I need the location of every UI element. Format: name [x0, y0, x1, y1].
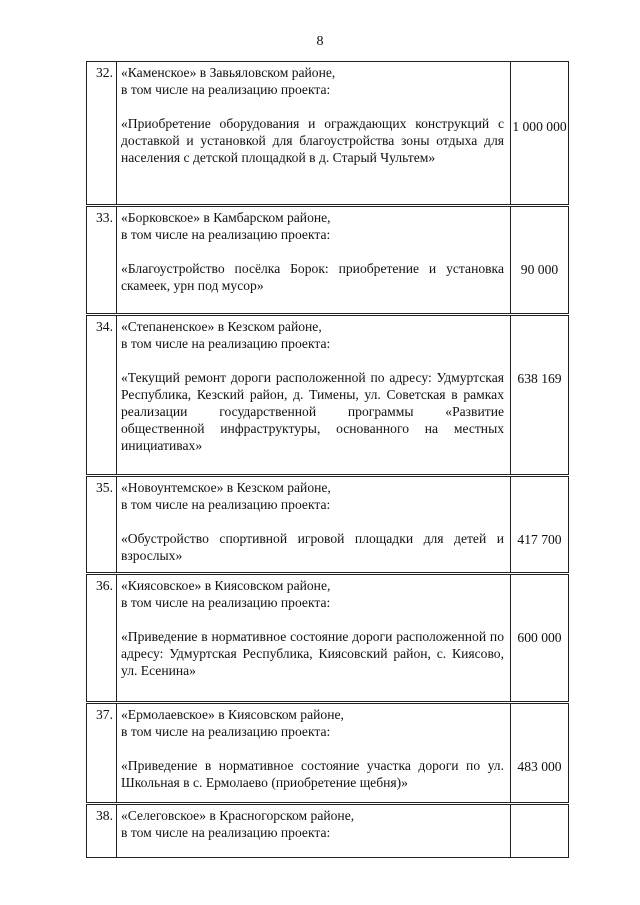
- project-intro: в том числе на реализацию проекта:: [121, 336, 331, 351]
- project-intro: в том числе на реализацию проекта:: [121, 82, 331, 97]
- project-intro: в том числе на реализацию проекта:: [121, 227, 331, 242]
- project-description: «Обустройство спортивной игровой площадки для детей и взрослых»: [121, 531, 504, 563]
- row-amount: 1 000 000: [512, 119, 567, 134]
- table-row: [87, 804, 569, 858]
- table-row: [87, 703, 569, 804]
- municipality-title: «Киясовское» в Киясовском районе,: [121, 578, 331, 593]
- row-description: [117, 315, 511, 476]
- row-amount-cell: [511, 703, 569, 804]
- row-number: 34.: [87, 315, 117, 476]
- row-number: 32.: [87, 62, 117, 206]
- row-description: [117, 206, 511, 315]
- municipality-title: «Борковское» в Камбарском районе,: [121, 210, 331, 225]
- municipality-title: «Селеговское» в Красногорском районе,: [121, 808, 355, 823]
- municipality-title: «Каменское» в Завьяловском районе,: [121, 65, 336, 80]
- row-description: [117, 703, 511, 804]
- row-number: 37.: [87, 703, 117, 804]
- row-number: 35.: [87, 476, 117, 574]
- project-intro: в том числе на реализацию проекта:: [121, 825, 331, 840]
- project-intro: в том числе на реализацию проекта:: [121, 724, 331, 739]
- row-description: [117, 574, 511, 703]
- row-amount: 417 700: [517, 532, 562, 547]
- project-description: «Приведение в нормативное состояние участка дороги по ул. Школьная в с. Ермолаево (приобретение щебня)»: [121, 758, 504, 790]
- municipality-title: «Ермолаевское» в Киясовском районе,: [121, 707, 344, 722]
- project-intro: в том числе на реализацию проекта:: [121, 595, 331, 610]
- funding-table: [86, 61, 569, 858]
- row-number: 33.: [87, 206, 117, 315]
- row-amount: 638 169: [517, 371, 562, 386]
- row-amount-cell: [511, 62, 569, 206]
- table-row: [87, 476, 569, 574]
- table-row: [87, 62, 569, 206]
- row-number: 36.: [87, 574, 117, 703]
- row-amount-cell: [511, 206, 569, 315]
- row-amount: 600 000: [517, 630, 562, 645]
- row-amount-cell: [511, 804, 569, 858]
- row-description: [117, 804, 511, 858]
- page-number: 8: [316, 34, 324, 49]
- funding-table-body: [87, 62, 569, 858]
- project-intro: в том числе на реализацию проекта:: [121, 497, 331, 512]
- row-description: [117, 62, 511, 206]
- table-row: [87, 574, 569, 703]
- row-amount: 483 000: [517, 759, 562, 774]
- project-description: «Приобретение оборудования и ограждающих конструкций с доставкой и установкой для благоустройства зоны отдыха для населения с детской площадкой в д. Старый Чультем»: [121, 116, 504, 165]
- row-amount-cell: [511, 574, 569, 703]
- row-amount-cell: [511, 315, 569, 476]
- row-amount-cell: [511, 476, 569, 574]
- project-description: «Текущий ремонт дороги расположенной по адресу: Удмуртская Республика, Кезский район, д. Тимены, ул. Советская в рамках реализации государственной программы «Развитие общественной инфраструктуры, основанного на местных инициативах»: [121, 370, 504, 453]
- municipality-title: «Степаненское» в Кезском районе,: [121, 319, 322, 334]
- table-row: [87, 206, 569, 315]
- municipality-title: «Новоунтемское» в Кезском районе,: [121, 480, 331, 495]
- row-amount: 90 000: [520, 262, 559, 277]
- project-description: «Приведение в нормативное состояние дороги расположенной по адресу: Удмуртская Республика, Киясовский район, с. Киясово, ул. Есенина»: [121, 629, 504, 678]
- project-description: «Благоустройство посёлка Борок: приобретение и установка скамеек, урн под мусор»: [121, 261, 504, 293]
- row-number: 38.: [87, 804, 117, 858]
- table-row: [87, 315, 569, 476]
- row-description: [117, 476, 511, 574]
